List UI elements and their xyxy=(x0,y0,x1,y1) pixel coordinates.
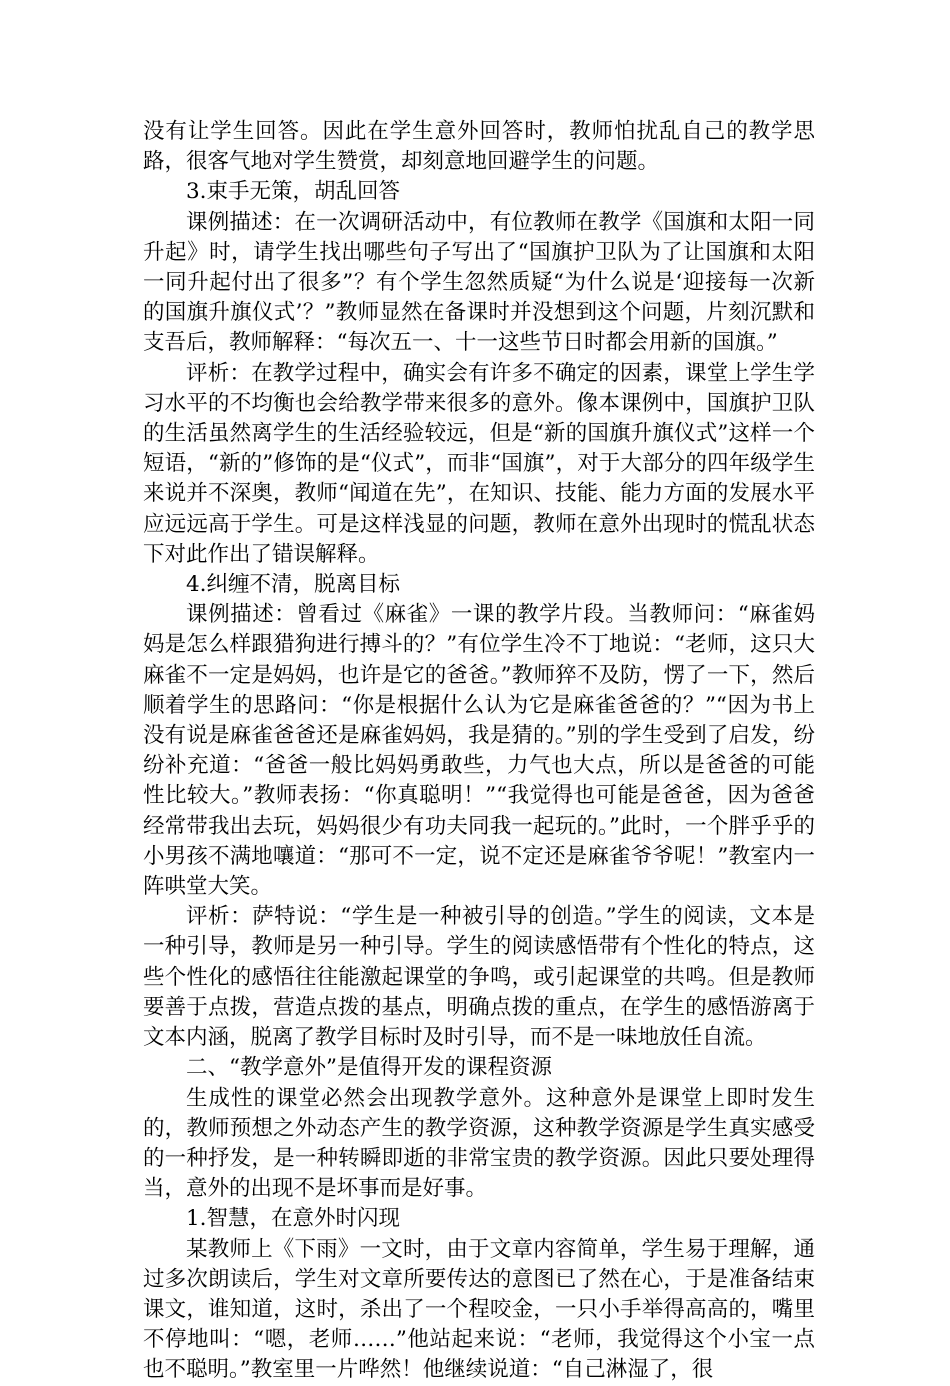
paragraph-analysis-2: 评析：萨特说：“学生是一种被引导的创造。”学生的阅读，文本是一种引导，教师是另一种引导。学生的阅读感悟带有个性化的特点，这些个性化的感悟往往能激起课堂的争鸣，或引起课堂的共鸣。但是教师要善于点拨，营造点拨的基点，明确点拨的重点，在学生的感悟游离于文本内涵，脱离了教学目标时及时引导，而不是一味地放任自流。 xyxy=(143,904,815,1051)
paragraph-analysis-1: 评析：在教学过程中，确实会有许多不确定的因素，课堂上学生学习水平的不均衡也会给教学带来很多的意外。像本课例中，国旗护卫队的生活虽然离学生的生活经验较远，但是“新的国旗升旗仪式”这样一个短语，“新的”修饰的是“仪式”，而非“国旗”，对于大部分的四年级学生来说并不深奥，教师“闻道在先”，在知识、技能、能力方面的发展水平应远远高于学生。可是这样浅显的问题，教师在意外出现时的慌乱状态下对此作出了错误解释。 xyxy=(143,360,815,567)
paragraph-case-description-2: 课例描述：曾看过《麻雀》一课的教学片段。当教师问：“麻雀妈妈是怎么样跟猎狗进行搏斗的？”有位学生冷不丁地说：“老师，这只大麻雀不一定是妈妈，也许是它的爸爸。”教师猝不及防，愣了一下，然后顺着学生的思路问：“你是根据什么认为它是麻雀爸爸的？”“因为书上没有说是麻雀爸爸还是麻雀妈妈，我是猜的。”别的学生受到了启发，纷纷补充道：“爸爸一般比妈妈勇敢些，力气也大点，所以是爸爸的可能性比较大。”教师表扬：“你真聪明！”“我觉得也可能是爸爸，因为爸爸经常带我出去玩，妈妈很少有功夫同我一起玩的。”此时，一个胖乎乎的小男孩不满地嚷道：“那可不一定，说不定还是麻雀爷爷呢！”教室内一阵哄堂大笑。 xyxy=(143,602,815,900)
section-heading-4: 4.纠缠不清，脱离目标 xyxy=(186,572,401,598)
document-body xyxy=(143,117,815,1386)
paragraph-example: 某教师上《下雨》一文时，由于文章内容简单，学生易于理解，通过多次朗读后，学生对文章所要传达的意图已了然在心，于是准备结束课文，谁知道，这时，杀出了一个程咬金，一只小手举得高高的，嘴里不停地叫：“嗯，老师……”他站起来说：“老师，我觉得这个小宝一点也不聪明。”教室里一片哗然！他继续说道：“自己淋湿了，很 xyxy=(143,1236,815,1383)
paragraph-continuation: 没有让学生回答。因此在学生意外回答时，教师怕扰乱自己的教学思路，很客气地对学生赞赏，却刻意地回避学生的问题。 xyxy=(143,119,815,175)
section-heading-3: 3.束手无策，胡乱回答 xyxy=(186,179,401,205)
paragraph-case-description-1: 课例描述：在一次调研活动中，有位教师在教学《国旗和太阳一同升起》时，请学生找出哪些句子写出了“国旗护卫队为了让国旗和太阳一同升起付出了很多”？有个学生忽然质疑“为什么说是‘迎接每一次新的国旗升旗仪式’？”教师显然在备课时并没想到这个问题，片刻沉默和支吾后，教师解释：“每次五一、十一这些节日时都会用新的国旗。” xyxy=(143,209,815,356)
section-heading-1: 1.智慧，在意外时闪现 xyxy=(186,1206,401,1232)
chapter-heading-2: 二、“教学意外”是值得开发的课程资源 xyxy=(186,1055,552,1081)
paragraph-intro: 生成性的课堂必然会出现教学意外。这种意外是课堂上即时发生的，教师预想之外动态产生的教学资源，这种教学资源是学生真实感受的一种抒发，是一种转瞬即逝的非常宝贵的教学资源。因此只要处理得当，意外的出现不是坏事而是好事。 xyxy=(143,1085,815,1202)
